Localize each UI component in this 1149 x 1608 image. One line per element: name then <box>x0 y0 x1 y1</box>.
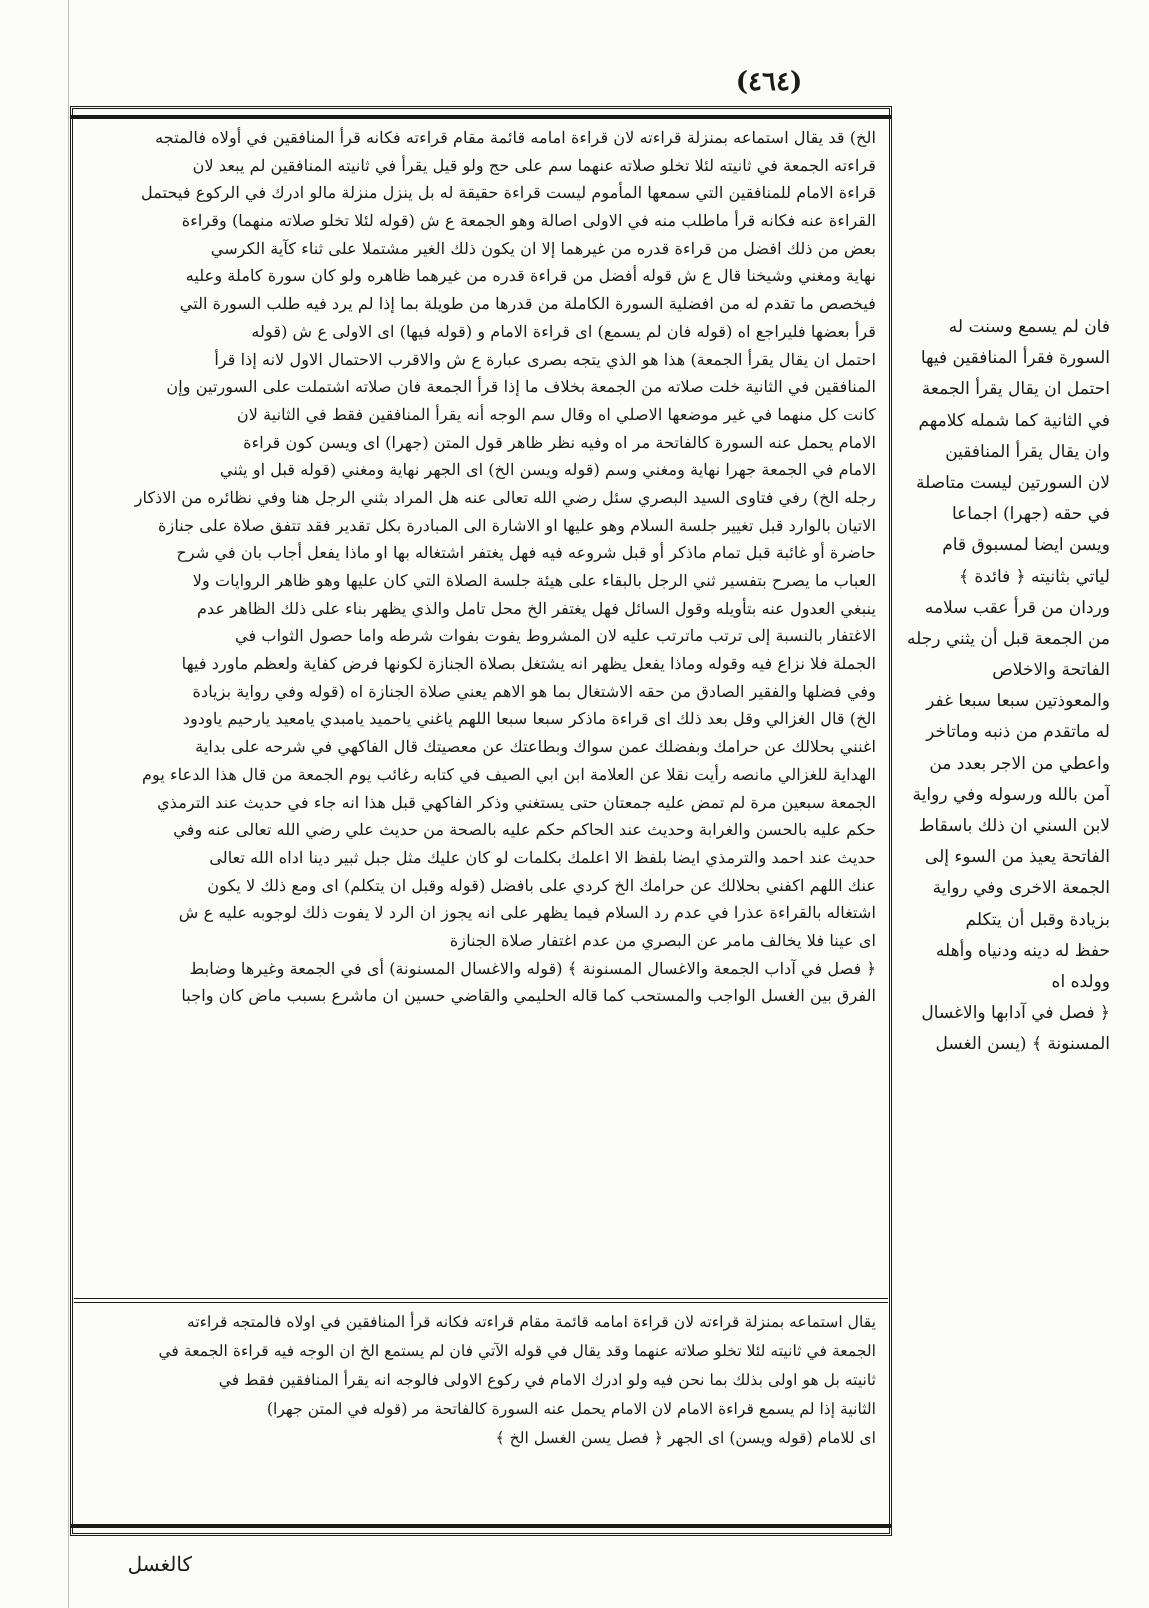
sidebar-line: فان لم يسمع وسنت له <box>948 317 1110 337</box>
sidebar-line: واعطي من الاجر بعدد من <box>929 753 1110 774</box>
footnote-line: اى للامام (قوله ويسن) اى الجهر ﴿ فصل يسن الغسل الخ ﴾ <box>495 1429 876 1447</box>
margin-matn-text <box>898 312 1110 1277</box>
footnote-line: الجمعة في ثانيته لئلا تخلو صلاته عنهما وقد يقال في قوله الآتي فان لم يستمع الخ ان الوجه فيه قراءة الجمعة في <box>158 1342 876 1360</box>
sidebar-line: آمن بالله ورسوله وفي رواية <box>912 784 1110 805</box>
sidebar-line: حفظ له دينه ودنياه وأهله <box>935 940 1110 961</box>
main-line: الامام في الجمعة جهرا نهاية ومغني وسم (قوله ويسن الخ) اى الجهر نهاية ومغني (قوله قبل او يثني <box>219 460 876 480</box>
main-line: القراءة عنه فكانه قرأ ماطلب منه في الاولى اصالة وهو الجمعة ع ش (قوله لئلا تخلو صلاته منهما) وقراءة <box>181 211 876 231</box>
main-line: ﴿ فصل في آداب الجمعة والاغسال المسنونة ﴾ (قوله والاغسال المسنونة) أى في الجمعة وغيرها وضابط <box>189 958 876 978</box>
catchword: كالغسل <box>127 1552 192 1576</box>
main-line: كانت كل منهما في غير موضعها الاصلي اه وقال سم الوجه أنه يقرأ المنافقين فقط في الثانية لان <box>236 404 876 424</box>
sidebar-line: والمعوذتين سبعا سبعا غفر <box>926 691 1110 712</box>
footnote-line: يقال استماعه بمنزلة قراءته لان قراءة امامه قائمة مقام قراءته فكانه قرأ المنافقين في اولاه فالمتجه قراءته <box>186 1313 876 1331</box>
sidebar-line: الفاتحة يعيذ من السوء إلى <box>924 847 1110 868</box>
sidebar-line: الفاتحة والاخلاص <box>992 660 1110 681</box>
main-line: اغنني بحلالك عن حرامك وبفضلك عمن سواك وبطاعتك عن معصيتك قال الفاكهي في شرحه على بداية <box>195 737 876 757</box>
footnote-line: ثانيته بل هو اولى بذلك بما نحن فيه ولو ادرك الامام في ركوع الاولى فالوجه انه يقرأ المنافقين فقط في <box>218 1371 876 1389</box>
sidebar-line: بزيادة وقبل أن يتكلم <box>965 909 1110 930</box>
sidebar-line: لياتي بثانيته ﴿ فائدة ﴾ <box>959 566 1110 587</box>
main-line: قراءة الامام للمنافقين التي سمعها المأموم ليست قراءة حقيقة له بل ينزل منزلة مالو ادرك في الركوع فيحتمل <box>141 183 876 203</box>
main-line: حديث عند احمد والترمذي ايضا بلفظ الا اعلمك بكلمات لو كان عليك مثل جبل ثبير دينا اداه الله تعالى <box>209 847 876 867</box>
main-line: الهداية للغزالي مانصه رأيت نقلا عن العلامة ابن ابي الصيف في كتابه رغائب يوم الجمعة من قال هذا الدعاء يوم <box>142 764 876 784</box>
main-line: احتمل ان يقال يقرأ الجمعة) هذا هو الذي يتجه بصرى عبارة ع ش والاقرب الاحتمال الاول لانه إذا قرأ <box>214 349 876 369</box>
sidebar-line: وولده اه <box>1051 971 1110 992</box>
footnote-commentary <box>86 1308 876 1513</box>
sidebar-line: ويسن ايضا لمسبوق قام <box>942 535 1110 556</box>
main-line: ينبغي العدول عنه بتأويله وقول السائل فهل يغتفر الخ محل تامل والذي يظهر بناء على ذلك الظاهر عدم <box>196 598 876 618</box>
main-line: الخ) قال الغزالي وقل بعد ذلك اى قراءة ماذكر سبعا سبعا اللهم ياغني ياحميد يامبدي يامعيد يارحيم ياودود <box>182 709 876 729</box>
main-line: العباب ما يصرح بتفسير ثني الرجل بالبقاء على هيئة جلسة الصلاة التي كان عليها وهو ظاهر الروايات ولا <box>192 571 876 590</box>
main-line: اشتغاله بالقراءة عذرا في عدم رد السلام فيما يظهر على انه يجوز ان الرد لا يفوت ذلك لوجوبه عليه ع ش <box>178 903 876 923</box>
sidebar-line: وان يقال يقرأ المنافقين <box>945 441 1110 462</box>
sidebar-line: المسنونة ﴾ (يسن الغسل <box>935 1034 1110 1055</box>
main-line: الجملة فلا نزاع فيه وقوله وماذا يفعل يظهر انه يشتغل بصلاة الجنازة لكونها فرض كفاية ولعظم ماورد فيها <box>181 654 876 674</box>
sidebar-line: في حقه (جهرا) اجماعا <box>951 504 1110 525</box>
frame-bottom-rule <box>70 1524 892 1528</box>
main-line: نهاية ومغني وشيخنا قال ع ش قوله أفضل من قراءة قدره من غيرهما ظاهره ولو كان سورة كاملة وعليه <box>185 266 876 286</box>
main-commentary <box>86 124 876 1291</box>
main-line: رجله الخ) رفي فتاوى السيد البصري سئل رضي الله تعالى عنه هل المراد بثني الرجل هنا وفي نظائره من الاذكار <box>134 487 876 507</box>
sidebar-line: من الجمعة قبل أن يثني رجله <box>906 628 1110 649</box>
sidebar-line: الجمعة الاخرى وفي رواية <box>932 878 1110 899</box>
main-line: وفي فضلها والفقير الصادق من حقه الاشتغال بما هو الاهم يعني صلاة الجنازة اه (قوله وفي رواية بزيادة <box>192 681 876 701</box>
sidebar-line: احتمل ان يقال يقرأ الجمعة <box>921 379 1110 400</box>
main-line: قرأ بعضها فليراجع اه (قوله فان لم يسمع) اى قراءة الامام و (قوله فيها) اى الاولى ع ش (قوله <box>251 321 876 341</box>
margin-line <box>68 0 69 1608</box>
footnote-line: الثانية إذا لم يسمع قراءة الامام لان الامام يحمل عنه السورة كالفاتحة مر (قوله في المتن جهرا) <box>266 1400 876 1418</box>
main-line: الاتيان بالوارد قبل تغيير جلسة السلام وهو عليها او الاشارة الى المبادرة بكل تقدير فقد تتفق صلاة على جنازة <box>158 515 876 535</box>
sidebar-line: له ماتقدم من ذنبه وماتاخر <box>926 722 1110 743</box>
main-line: حكم عليه بالحسن والغرابة وحديث عند الحاكم حكم عليه بالصحة من حديث علي رضي الله تعالى عنه وفي <box>173 820 876 840</box>
page-number: (٤٦٤) <box>735 67 803 97</box>
main-line: قراءته الجمعة في ثانيته لئلا تخلو صلاته عنهما سم على حج ولو قيل يقرأ في ثانيته المنافقين لم يبعد لان <box>192 155 876 175</box>
sidebar-line: لان السورتين ليست متاصلة <box>915 472 1110 493</box>
footnote-divider <box>74 1298 888 1303</box>
main-line: حاضرة أو غائبة قبل تمام ماذكر أو قبل شروعه فيه فهل يغتفر اشتغاله بها او ماذا يفعل أجاب بان في شرح <box>176 543 876 563</box>
sidebar-line: وردان من قرأ عقب سلامه <box>924 597 1110 618</box>
sidebar-line: في الثانية كما شمله كلامهم <box>918 410 1110 431</box>
frame-top-rule <box>70 115 892 119</box>
main-line: الجمعة سبعين مرة لم تمض عليه جمعتان حتى يستغني وذكر الفاكهي قبل هذا انه جاء في حديث عند الترمذي <box>157 792 876 812</box>
main-line: الاغتفار بالنسبة إلى ترتب ماترتب عليه لان المشروط يفوت بفوات شرطه واما حصول الثواب في <box>234 626 876 646</box>
main-line: بعض من ذلك افضل من قراءة قدره من غيرهما إلا ان يكون ذلك الغير مشتملا على ثناء كآية الكرسي <box>210 238 876 258</box>
main-line: اى عينا فلا يخالف مامر عن البصري من عدم اغتفار صلاة الجنازة <box>449 930 876 950</box>
main-line: المنافقين في الثانية خلت صلاته من الجمعة بخلاف ما إذا قرأ الجمعة فان صلاته اشتملت على السورتين وإن <box>166 377 876 397</box>
main-line: الخ) قد يقال استماعه بمنزلة قراءته لان قراءة امامه قائمة مقام قراءته فكانه قرأ المنافقين في أولاه فالمتجه <box>155 128 876 147</box>
main-line: عنك اللهم اكفني بحلالك عن حرامك الخ كردي على بافضل (قوله وقبل ان يتكلم) اى ومع ذلك لا يكون <box>207 875 876 895</box>
sidebar-line: السورة فقرأ المنافقين فيها <box>920 348 1110 369</box>
section-heading-line: الفرق بين الغسل الواجب والمستحب كما قاله الحليمي والقاضي حسين ان ماشرع بسبب ماض كان واجبا <box>181 986 876 1006</box>
main-line <box>86 1010 876 1038</box>
sidebar-line: لابن السني ان ذلك باسقاط <box>918 816 1110 836</box>
main-line: الامام يحمل عنه السورة كالفاتحة مر اه وفيه نظر ظاهر قول المتن (جهرا) اى ويسن كون قراءة <box>243 432 876 452</box>
sidebar-line: ﴿ فصل في آدابها والاغسال <box>921 1003 1110 1024</box>
main-line: فيخصص ما تقدم له من افضلية السورة الكاملة من قدرها من طويلة بما إذا لم يرد فيه طلب السورة التي <box>179 294 876 314</box>
